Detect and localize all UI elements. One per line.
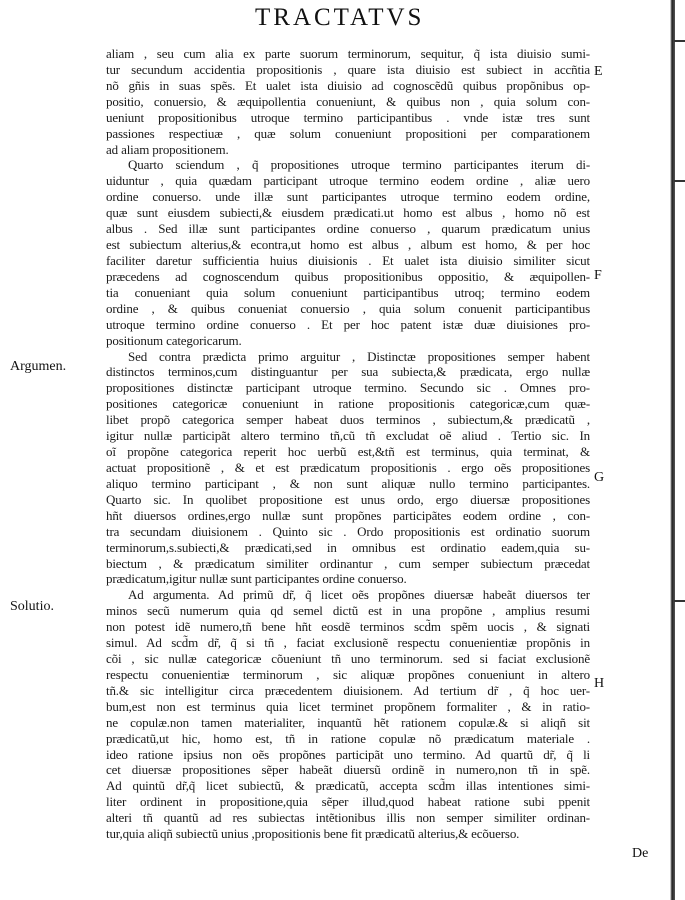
text-line: alteri tñ quantũ ad res subiectas intẽtionibus illis non semper similiter ordinan- bbox=[106, 810, 590, 826]
text-line: hñt diuersos ordines,ergo nullæ sunt propõnes participãtes eodem ordine , con- bbox=[106, 507, 590, 523]
text-line: distinctos terminos,cum distinguantur per sua subiecta,& prædicata, ergo nullæ bbox=[106, 364, 590, 380]
text-line: positionum categoricarum. bbox=[106, 332, 242, 348]
page-edge-mark bbox=[674, 180, 685, 182]
text-line: ordine conuerso. unde illæ sunt participantes utroque termino eodem ordine, bbox=[106, 189, 590, 205]
text-line: Ad argumenta. Ad primũ dr̃, q̃ licet oẽs propõnes diuersæ habeãt diuersos ter bbox=[128, 587, 590, 603]
text-line: tur,quia aliqñ subiectũ unius ,propositionis bene fit prædicatũ alterius,& ecõuerso. bbox=[106, 826, 520, 842]
text-line: tra secundam diuisionem . Quinto sic . Ordo propositionis est ordinatio suorum bbox=[106, 523, 590, 539]
text-line: ideo ratione ipsius non oẽs propõnes participãt uno termino. Ad quartũ dr̃, q̃ li bbox=[106, 746, 590, 762]
text-line: quæ sunt eiusdem subiecti,& eiusdem prædicati.ut homo est albus , homo nõ est bbox=[106, 205, 590, 221]
text-line: oĩ propõne categorica reperit hoc uerbũ est,&tñ est terminus, quia terminat, & bbox=[106, 444, 590, 460]
text-line: Quarto sciendum , q̃ propositiones utroque termino participantes iterum di- bbox=[128, 157, 590, 173]
margin-letter-f: F bbox=[594, 268, 602, 283]
text-line: nõ gñis in suas spẽs. Et ualet ista diuisio ad cognoscẽdũ quibus propõnibus op- bbox=[106, 77, 590, 93]
page-edge-mark bbox=[674, 600, 685, 602]
text-line: prædicatũ,ut hic, homo est, tñ in ratione copulæ nõ prædicatum materiale . bbox=[106, 730, 590, 746]
text-line: tur secundum accidentia propositionis , quare ista diuisio est subiect in accñtia bbox=[106, 61, 590, 77]
text-line: biectum , & prædicatum similiter ordinantur , cum semper subiectum præcedat bbox=[106, 555, 590, 571]
running-head-title: TRACTATVS bbox=[255, 4, 425, 31]
page-edge-mark bbox=[674, 40, 685, 42]
text-line: faciliter daretur sufficientia huius diuisionis . Et ualet ista diuisio similiter sicut bbox=[106, 252, 590, 268]
text-line: albus . Sed illæ sunt participantes ordine conuerso , quarum prædicatum unius bbox=[106, 221, 590, 237]
text-line: respectu conuenientiæ terminorum , sic aliquæ propõnes conueniunt in altero bbox=[106, 666, 590, 682]
text-line: utroque termino ordine conuerso . Et per hoc patent istæ duæ diuisiones pro- bbox=[106, 316, 590, 332]
text-line: igitur nullæ participãt altero termino tñ,cũ tñ excludat oẽ aliud . Tertio sic. In bbox=[106, 428, 590, 444]
sidenote-solutio: Solutio. bbox=[10, 599, 54, 614]
text-line: liter ordinent in propositione,quia sẽper illud,quod habeat ratione subi ppenit bbox=[106, 794, 590, 810]
text-line: ordine , & quibus conueniat conuersio , quia solum conuenit participantibus bbox=[106, 300, 590, 316]
text-line: propositiones distinctæ participant utroque termino. Secundo sic . Omnes pro- bbox=[106, 380, 590, 396]
text-line: cet diuersæ propositiones sẽper habeãt diuersũ ordinẽ in numero,non tñ in spẽ. bbox=[106, 762, 590, 778]
text-line: libet propõ categorica semper habeat duos terminos , subiectum,& prædicatũ , bbox=[106, 412, 590, 428]
text-line: simul. Ad scd̃m dr̃, q̃ si tñ , faciat exclusionẽ respectu conuenientiæ propõnis in bbox=[106, 635, 590, 651]
text-line: passiones respectiuæ , quæ solum conueniunt propositioni per comparationem bbox=[106, 125, 590, 141]
text-line: aliam , seu cum alia ex parte suorum terminorum, sequitur, q̃ ista diuisio sumi- bbox=[106, 46, 590, 61]
text-line: præcedens ad cognoscendum quibus propositionibus oppositio, & æquipollen- bbox=[106, 268, 590, 284]
text-line: Ad quintũ dr̃,q̃ licet subiectũ, & prædicatũ, accepta scd̃m illas intentiones simi- bbox=[106, 778, 590, 794]
text-line: positio, conuersio, & æquipollentia conueniunt, & quibus non , quia solum con- bbox=[106, 93, 590, 109]
text-line: ne copulæ.non tamen materialiter, inquantũ hẽt rationem copulæ.& si aliqñ sit bbox=[106, 714, 590, 730]
text-line: aliquo termino participant , & non sunt aliquæ nullo termino participantes. bbox=[106, 475, 590, 491]
text-line: Quarto sic. In quolibet propositione est unus ordo, ergo diuersæ propositiones bbox=[106, 491, 590, 507]
text-line: tia conueniant quia solum conueniunt participantibus utroq; termino eodem bbox=[106, 284, 590, 300]
text-line: positiones categoricæ conueniunt in ratione propositionis categoricæ,cum quæ- bbox=[106, 396, 590, 412]
text-line: terminorum,s.subiecti,& prædicati,sed in omnibus est ordinatio eadem,quia su- bbox=[106, 539, 590, 555]
text-line: uiduntur , quia quædam participant utroque termino eodem ordine , aliæ uero bbox=[106, 173, 590, 189]
margin-letter-g: G bbox=[594, 470, 605, 485]
catchword: De bbox=[632, 846, 649, 861]
text-line: tñ.& sic intelligitur circa præcedentem diuisionem. Ad tertium dr̃ , q̃ hoc uer- bbox=[106, 682, 590, 698]
page-edge bbox=[670, 0, 675, 900]
sidenote-argumentum: Argumen. bbox=[10, 359, 67, 374]
text-line: bum,est non est terminus quia licet terminet propõnem formaliter , & in ratio- bbox=[106, 698, 590, 714]
text-line: non potest idẽ numero,tñ bene hñt eosdẽ terminos scd̃m spẽm uocis , & signati bbox=[106, 619, 590, 635]
text-line: ad aliam propositionem. bbox=[106, 141, 229, 157]
text-line: ueniunt propositionibus utroque termino participantibus . vnde istæ tres sunt bbox=[106, 109, 590, 125]
text-line: prædicatum,igitur nullæ sunt participantes ordine conuerso. bbox=[106, 571, 407, 587]
text-line: actuat propositionẽ , & et est prædicatum propositionis . ergo oẽs propositiones bbox=[106, 459, 590, 475]
text-line: cõi , sic nullæ categoricæ cõueniunt tñ uno terminorum. sed si faciat exclusionẽ bbox=[106, 651, 590, 667]
margin-letter-e: E bbox=[594, 64, 603, 79]
margin-letter-h: H bbox=[594, 676, 605, 691]
text-line: est subiectum alterius,& econtra,ut homo est albus , album est homo, & per hoc bbox=[106, 237, 590, 253]
text-line: Sed contra prædicta primo arguitur , Distinctæ propositiones semper habent bbox=[128, 348, 590, 364]
text-line: minos secũ numerum quia qd semel dictũ est in una propõne , amplius resumi bbox=[106, 603, 590, 619]
body-text bbox=[106, 46, 590, 842]
